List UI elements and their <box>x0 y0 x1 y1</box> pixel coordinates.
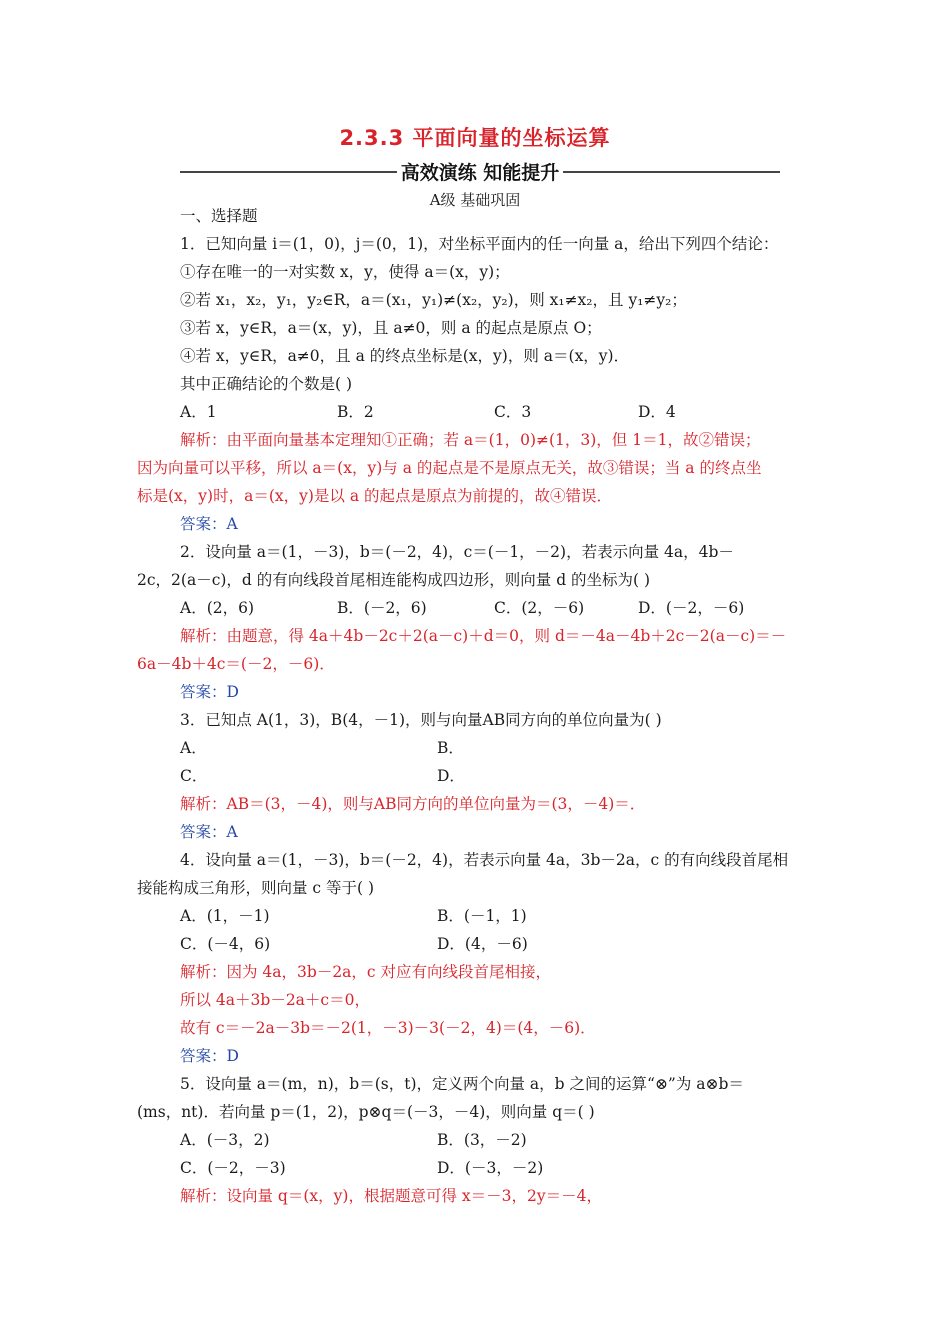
text-line: 一、选择题 <box>180 207 258 225</box>
text-line: (ms，nt)．若向量 p＝(1，2)，p⊗q＝(－3，－4)，则向量 q＝( ) <box>137 1103 595 1121</box>
text-line: 1．已知向量 i＝(1，0)，j＝(0，1)，对坐标平面内的任一向量 a，给出下列四个结论： <box>180 235 779 253</box>
text-line: 答案：A <box>180 823 238 841</box>
text-line: 4．设向量 a＝(1，－3)，b＝(－2，4)，若表示向量 4a，3b－2a，c 的有向线段首尾相 <box>180 851 789 869</box>
text-line: D．(－3，－2) <box>437 1159 544 1177</box>
text-line: 解析：AB＝(3，－4)，则与AB同方向的单位向量为＝(3，－4)＝． <box>180 795 646 813</box>
text-line: B．(3，－2) <box>437 1131 527 1149</box>
text-line: 3．已知点 A(1，3)，B(4，－1)，则与向量AB同方向的单位向量为( ) <box>180 711 662 729</box>
text-line: 6a－4b＋4c＝(－2，－6)． <box>137 655 335 673</box>
text-line: C． <box>180 767 208 785</box>
text-line: 答案：D <box>180 683 239 701</box>
text-line: 2．设向量 a＝(1，－3)，b＝(－2，4)，c＝(－1，－2)，若表示向量 4a，4b－ <box>180 543 734 561</box>
banner-text: 高效演练 知能提升 <box>397 162 564 184</box>
text-line: C．3 <box>494 403 532 421</box>
text-line: 因为向量可以平移，所以 a＝(x，y)与 a 的起点是不是原点无关，故③错误；当 a 的终点坐 <box>137 459 762 477</box>
text-line: 解析：由题意，得 4a＋4b－2c＋2(a－c)＋d＝0，则 d＝－4a－4b＋2c－2(a－c)＝－ <box>180 627 787 645</box>
text-line: 答案：D <box>180 1047 239 1065</box>
text-line: A． <box>180 739 207 757</box>
text-line: A．(2，6) <box>180 599 255 617</box>
text-line: ①存在唯一的一对实数 x，y，使得 a＝(x，y)； <box>180 263 510 281</box>
level-heading: A级 基础巩固 <box>429 191 521 209</box>
text-line: C．(－2，－3) <box>180 1159 286 1177</box>
text-line: ②若 x₁，x₂，y₁，y₂∈R，a＝(x₁，y₁)≠(x₂，y₂)，则 x₁≠x₂，且 y₁≠y₂； <box>180 291 687 309</box>
text-line: A．1 <box>180 403 217 421</box>
text-line: D．4 <box>638 403 676 421</box>
text-line: 5．设向量 a＝(m，n)，b＝(s，t)，定义两个向量 a，b 之间的运算“⊗”为 a⊗b＝ <box>180 1075 744 1093</box>
text-line: 故有 c＝－2a－3b＝－2(1，－3)－3(－2，4)＝(4，－6)． <box>180 1019 596 1037</box>
text-line: 所以 4a＋3b－2a＋c＝0， <box>180 991 370 1009</box>
text-line: 答案：A <box>180 515 238 533</box>
text-line: C．(2，－6) <box>494 599 585 617</box>
text-line: B．(－1，1) <box>437 907 527 925</box>
text-line: A．(－3，2) <box>180 1131 270 1149</box>
text-line: ④若 x，y∈R，a≠0，且 a 的终点坐标是(x，y)，则 a＝(x，y)． <box>180 347 630 365</box>
text-line: 标是(x，y)时，a＝(x，y)是以 a 的起点是原点为前提的，故④错误． <box>137 487 613 505</box>
text-line: 其中正确结论的个数是( ) <box>180 375 353 393</box>
text-line: D．(4，－6) <box>437 935 528 953</box>
text-line: C．(－4，6) <box>180 935 271 953</box>
text-line: B．2 <box>337 403 374 421</box>
text-line: 解析：设向量 q＝(x，y)，根据题意可得 x＝－3，2y＝－4， <box>180 1187 602 1205</box>
text-line: D．(－2，－6) <box>638 599 745 617</box>
text-line: D． <box>437 767 465 785</box>
text-line: ③若 x，y∈R，a＝(x，y)，且 a≠0，则 a 的起点是原点 O； <box>180 319 602 337</box>
text-line: 2c，2(a－c)，d 的有向线段首尾相连能构成四边形，则向量 d 的坐标为( ) <box>137 571 651 589</box>
section-banner <box>180 158 780 184</box>
text-line: A．(1，－1) <box>180 907 270 925</box>
text-line: B． <box>437 739 464 757</box>
text-line: 接能构成三角形，则向量 c 等于( ) <box>137 879 375 897</box>
text-line: 解析：因为 4a，3b－2a，c 对应有向线段首尾相接， <box>180 963 552 981</box>
text-line: B．(－2，6) <box>337 599 427 617</box>
page-title: 2.3.3 平面向量的坐标运算 <box>339 126 611 150</box>
text-line: 解析：由平面向量基本定理知①正确；若 a＝(1，0)≠(1，3)，但 1＝1，故②错误； <box>180 431 761 449</box>
